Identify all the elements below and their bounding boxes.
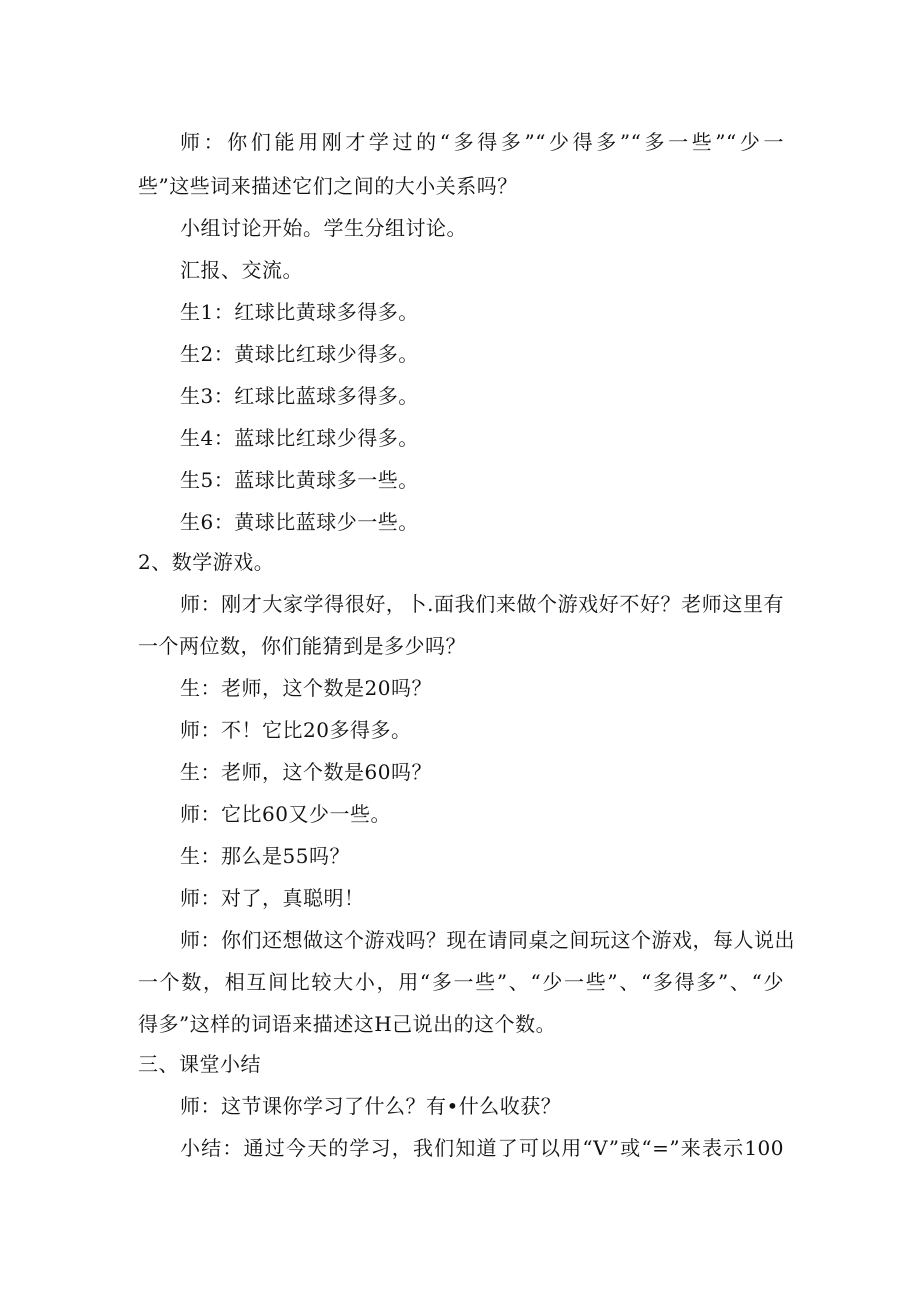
paragraph-line: 师：这节课你学习了什么？有•什么收获？ [180, 1094, 562, 1118]
paragraph-line: 师：刚才大家学得很好，卜.面我们来做个游戏好不好？老师这里有 [180, 592, 784, 616]
paragraph-line: 一个两位数，你们能猜到是多少吗？ [138, 634, 466, 658]
student-answer-line: 生2：黄球比红球少得多。 [180, 342, 419, 366]
paragraph-line: 师：你们还想做这个游戏吗？现在请同桌之间玩这个游戏，每人说出 [180, 928, 795, 952]
student-answer-line: 生6：黄球比蓝球少一些。 [180, 510, 419, 534]
dialogue-line: 生：老师，这个数是60吗？ [180, 760, 432, 784]
dialogue-line: 师：它比60又少一些。 [180, 802, 391, 826]
paragraph-line: 得多”这样的词语来描述这H己说出的这个数。 [138, 1012, 557, 1036]
dialogue-line: 生：那么是55吗？ [180, 844, 350, 868]
section-heading: 2、数学游戏。 [138, 550, 275, 574]
paragraph-line: 些”这些词来描述它们之间的大小关系吗？ [138, 174, 518, 198]
paragraph-line: 小组讨论开始。学生分组讨论。 [180, 216, 467, 240]
student-answer-line: 生4：蓝球比红球少得多。 [180, 426, 419, 450]
student-answer-line: 生1：红球比黄球多得多。 [180, 300, 419, 324]
section-heading: 三、课堂小结 [138, 1052, 261, 1076]
paragraph-line: 汇报、交流。 [180, 258, 303, 282]
paragraph-line: 一个数，相互间比较大小，用“多一些”、“少一些”、“多得多”、“少 [138, 970, 784, 994]
summary-line: 小结：通过今天的学习，我们知道了可以用“V”或“=”来表示100 [180, 1136, 784, 1160]
dialogue-line: 师：不！它比20多得多。 [180, 718, 412, 742]
dialogue-line: 生：老师，这个数是20吗？ [180, 676, 432, 700]
student-answer-line: 生5：蓝球比黄球多一些。 [180, 468, 419, 492]
dialogue-line: 师：对了，真聪明！ [180, 886, 365, 910]
paragraph-line: 师：你们能用刚才学过的“多得多”“少得多”“多一些”“少一 [180, 130, 784, 154]
student-answer-line: 生3：红球比蓝球多得多。 [180, 384, 419, 408]
